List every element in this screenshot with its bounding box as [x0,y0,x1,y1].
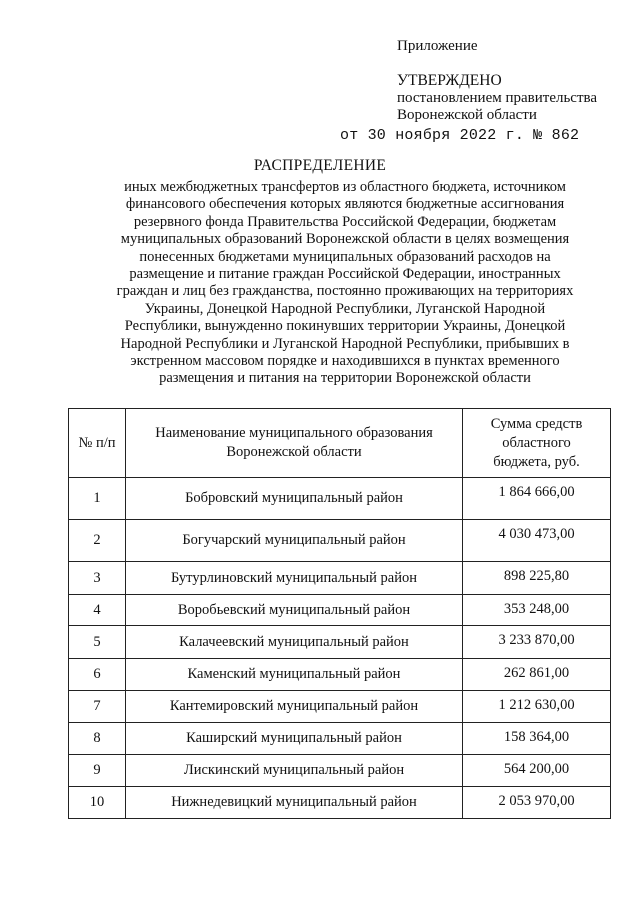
document-subtitle [70,179,620,388]
distribution-table [68,408,611,819]
row-sum: 2 053 970,00 [463,787,611,819]
table-row [69,520,611,562]
header-name [126,409,463,478]
table-row [69,787,611,819]
header-name-line: Наименование муниципального образования [155,425,433,441]
row-name: Воробьевский муниципальный район [126,595,463,626]
header-sum-line: областного [502,434,571,451]
row-num: 7 [69,691,126,723]
subtitle-line: размещения и питания на территории Воронежской области [159,370,531,387]
table-row [69,691,611,723]
subtitle-line: резервного фонда Правительства Российской Федерации, бюджетам [133,213,557,230]
row-name: Каменский муниципальный район [126,659,463,691]
table-row [69,723,611,755]
row-sum: 158 364,00 [463,723,611,755]
subtitle-line: иных межбюджетных трансфертов из областного бюджета, источником [124,179,566,195]
row-name: Богучарский муниципальный район [126,520,463,562]
row-sum: 4 030 473,00 [463,520,611,562]
subtitle-line: Народной Республики и Луганской Народной Республики, прибывших в [120,335,570,352]
row-name: Кантемировский муниципальный район [126,691,463,723]
row-name: Нижнедевицкий муниципальный район [126,787,463,819]
table-header-row [69,409,611,478]
table-row [69,478,611,520]
row-name: Лискинский муниципальный район [126,755,463,787]
row-name: Бутурлиновский муниципальный район [126,562,463,595]
subtitle-line: понесенных бюджетами муниципальных образований расходов на [139,248,551,265]
row-sum: 1 212 630,00 [463,691,611,723]
row-sum: 3 233 870,00 [463,626,611,659]
row-sum: 1 864 666,00 [463,478,611,520]
subtitle-line: Украины, Донецкой Народной Республики, Луганской Народной [144,300,546,317]
subtitle-line: размещение и питание граждан Российской Федерации, иностранных [129,266,561,283]
header-sum-line: Сумма средств [490,415,583,432]
row-num: 9 [69,755,126,787]
subtitle-line: Республики, вынужденно покинувших территории Украины, Донецкой [124,318,566,335]
row-num: 2 [69,520,126,562]
approved-by-line1: постановлением правительства [397,90,598,106]
approved-label: УТВЕРЖДЕНО [397,72,502,89]
row-num: 1 [69,478,126,520]
subtitle-line: экстренном массовом порядке и находившихся в пунктах временного [130,353,560,370]
table-row [69,595,611,626]
row-num: 5 [69,626,126,659]
table-row [69,626,611,659]
row-name: Каширский муниципальный район [126,723,463,755]
header-name-line: Воронежской области [226,444,362,460]
row-name: Бобровский муниципальный район [126,478,463,520]
decree-reference: от 30 ноября 2022 г. № 862 [340,127,580,144]
subtitle-line: муниципальных образований Воронежской области в целях возмещения [120,231,570,248]
subtitle-line: финансового обеспечения которых являются бюджетные ассигнования [125,196,565,213]
row-name: Калачеевский муниципальный район [126,626,463,659]
row-num: 10 [69,787,126,819]
row-num: 3 [69,562,126,595]
subtitle-line: граждан и лиц без гражданства, постоянно проживающих на территориях [116,283,574,300]
row-sum: 898 225,80 [463,562,611,595]
approved-by-line2: Воронежской области [397,107,537,123]
table-row [69,659,611,691]
header-sum [463,409,611,478]
row-sum: 262 861,00 [463,659,611,691]
header-num: № п/п [69,409,126,478]
row-num: 4 [69,595,126,626]
row-num: 8 [69,723,126,755]
document-title: РАСПРЕДЕЛЕНИЕ [253,157,387,174]
table-row [69,755,611,787]
header-sum-line: бюджета, руб. [493,453,580,470]
row-sum: 564 200,00 [463,755,611,787]
row-sum: 353 248,00 [463,595,611,626]
table-row [69,562,611,595]
appendix-label: Приложение [397,38,478,54]
row-num: 6 [69,659,126,691]
